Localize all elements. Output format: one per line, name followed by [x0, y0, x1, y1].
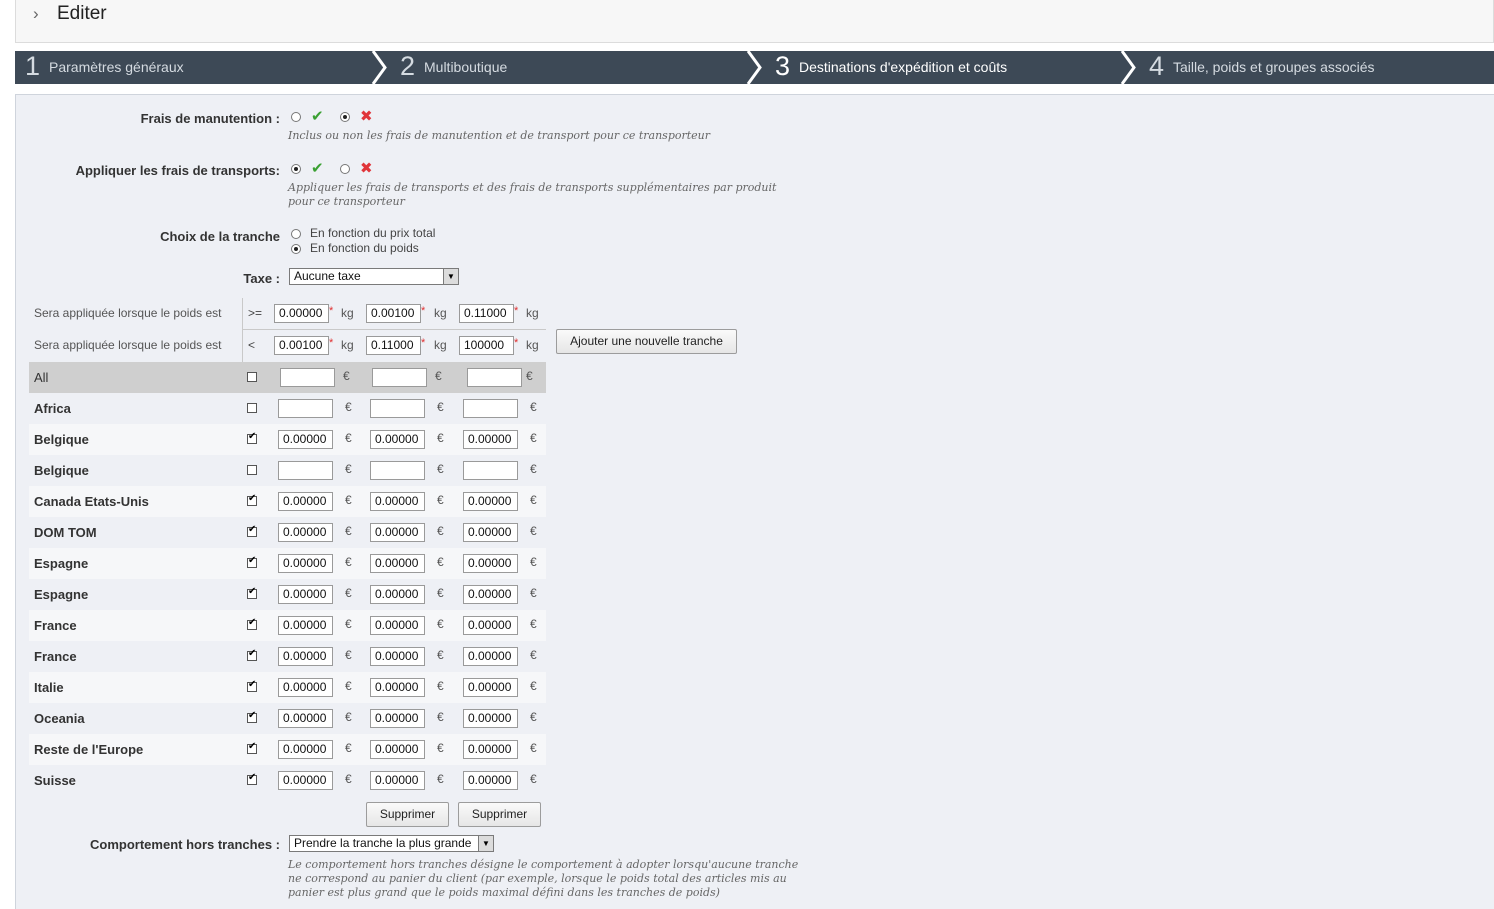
dropdown-arrow-icon[interactable]: ▼	[478, 836, 493, 851]
step-number: 2	[400, 51, 416, 81]
zone-price-input[interactable]: 0.00000	[370, 523, 425, 542]
currency-symbol: €	[437, 400, 444, 414]
zone-price-input[interactable]: 0.00000	[278, 678, 333, 697]
billing-price-radio[interactable]	[291, 229, 301, 239]
zone-name: Belgique	[34, 463, 89, 478]
zone-checkbox[interactable]	[247, 403, 257, 413]
zone-price-input[interactable]: 0.00000	[278, 554, 333, 573]
zone-price-input[interactable]	[278, 461, 333, 480]
step-label: Destinations d'expédition et coûts	[799, 59, 1008, 75]
zone-row	[29, 703, 546, 734]
currency-symbol: €	[345, 555, 352, 569]
step-label: Taille, poids et groupes associés	[1173, 59, 1375, 75]
chevron-right-icon[interactable]: ›	[33, 4, 39, 23]
currency-symbol: €	[437, 741, 444, 755]
currency-symbol: €	[343, 369, 350, 383]
zone-checkbox[interactable]	[247, 496, 257, 506]
tax-label: Taxe :	[243, 271, 280, 286]
zone-name: Belgique	[34, 432, 89, 447]
zone-price-input[interactable]	[372, 368, 427, 387]
zone-name: Suisse	[34, 773, 76, 788]
currency-symbol: €	[530, 710, 537, 724]
check-icon: ✔	[311, 108, 324, 125]
zone-price-input[interactable]: 0.00000	[463, 647, 518, 666]
currency-symbol: €	[437, 772, 444, 786]
zone-name: Reste de l'Europe	[34, 742, 144, 757]
required-icon: *	[514, 305, 519, 317]
step-3[interactable]	[765, 51, 1125, 84]
out-of-range-select-value: Prendre la tranche la plus grande	[294, 836, 472, 850]
currency-symbol: €	[530, 648, 537, 662]
currency-symbol: €	[530, 462, 537, 476]
currency-symbol: €	[345, 679, 352, 693]
handling-yes-radio[interactable]	[291, 112, 301, 122]
zone-price-input[interactable]: 0.00000	[370, 616, 425, 635]
zone-price-input[interactable]: 0.00000	[370, 771, 425, 790]
zone-price-input[interactable]: 0.00000	[278, 492, 333, 511]
step-label: Multiboutique	[424, 59, 508, 75]
currency-symbol: €	[345, 431, 352, 445]
zone-price-input[interactable]: 0.00000	[463, 523, 518, 542]
billing-price-option[interactable]: En fonction du prix total	[310, 226, 436, 240]
zone-checkbox[interactable]	[247, 465, 257, 475]
range-unit: kg	[434, 306, 447, 320]
zone-price-input[interactable]: 0.00000	[278, 523, 333, 542]
delete-range-button[interactable]: Supprimer	[458, 802, 541, 827]
range-from-row	[29, 298, 546, 329]
zone-price-input[interactable]: 0.00000	[278, 585, 333, 604]
wizard-steps	[15, 51, 1494, 84]
zone-name: Canada Etats-Unis	[34, 494, 149, 509]
zone-price-input[interactable]: 0.00000	[370, 554, 425, 573]
required-icon: *	[329, 305, 334, 317]
shipping-help-line: Appliquer les frais de transports et des frais de transports supplémentaires par produit	[288, 181, 777, 194]
zone-name: Oceania	[34, 711, 85, 726]
zone-price-input[interactable]: 0.00000	[463, 430, 518, 449]
zone-price-input[interactable]: 0.00000	[463, 585, 518, 604]
tax-select-value: Aucune taxe	[294, 269, 361, 283]
zone-row	[29, 734, 546, 765]
step-separator	[371, 51, 389, 84]
zone-checkbox[interactable]	[247, 589, 257, 599]
currency-symbol: €	[437, 586, 444, 600]
zone-price-input[interactable]	[280, 368, 335, 387]
currency-symbol: €	[530, 431, 537, 445]
zone-checkbox[interactable]	[247, 713, 257, 723]
page-title: Editer	[57, 3, 107, 24]
currency-symbol: €	[345, 462, 352, 476]
range-unit: kg	[434, 338, 447, 352]
range-from-input[interactable]: 0.11000	[459, 304, 514, 323]
currency-symbol: €	[345, 493, 352, 507]
currency-symbol: €	[345, 648, 352, 662]
step-4[interactable]	[1139, 51, 1494, 84]
currency-symbol: €	[530, 555, 537, 569]
currency-symbol: €	[437, 524, 444, 538]
step-separator	[746, 51, 764, 84]
required-icon: *	[329, 337, 334, 349]
zone-name: Africa	[34, 401, 71, 416]
zone-price-input[interactable]	[463, 399, 518, 418]
currency-symbol: €	[530, 679, 537, 693]
out-of-range-help-line: ne correspond au panier du client (par exemple, lorsque le poids total des articles mis au	[288, 872, 787, 885]
zone-row	[29, 641, 546, 672]
zone-row	[29, 672, 546, 703]
range-unit: kg	[526, 338, 539, 352]
currency-symbol: €	[526, 369, 533, 383]
currency-symbol: €	[345, 617, 352, 631]
check-icon: ✔	[311, 160, 324, 177]
zone-row	[29, 517, 546, 548]
currency-symbol: €	[437, 617, 444, 631]
currency-symbol: €	[437, 462, 444, 476]
zone-price-input[interactable]	[467, 368, 522, 387]
step-number: 4	[1149, 51, 1165, 81]
range-unit: kg	[341, 338, 354, 352]
zone-price-input[interactable]	[370, 461, 425, 480]
zone-price-input[interactable]: 0.00000	[463, 709, 518, 728]
zone-checkbox[interactable]	[247, 434, 257, 444]
zone-price-input[interactable]: 0.00000	[278, 740, 333, 759]
zone-checkbox[interactable]	[247, 775, 257, 785]
shipping-no-radio[interactable]	[340, 164, 350, 174]
currency-symbol: €	[437, 431, 444, 445]
page-header	[15, 0, 1494, 43]
zone-price-input[interactable]: 0.00000	[278, 709, 333, 728]
required-icon: *	[421, 337, 426, 349]
currency-symbol: €	[345, 400, 352, 414]
zone-price-input[interactable]: 0.00000	[463, 771, 518, 790]
currency-symbol: €	[530, 741, 537, 755]
range-to-row	[29, 330, 546, 361]
delete-range-button[interactable]: Supprimer	[366, 802, 449, 827]
zone-price-input[interactable]: 0.00000	[370, 430, 425, 449]
range-from-input[interactable]: 0.00000	[274, 304, 329, 323]
zone-row	[29, 486, 546, 517]
zone-price-input[interactable]	[370, 399, 425, 418]
zone-price-input[interactable]	[463, 461, 518, 480]
shipping-yes-radio[interactable]	[291, 164, 301, 174]
shipping-help	[288, 181, 776, 209]
currency-symbol: €	[437, 648, 444, 662]
zone-row	[29, 610, 546, 641]
zone-price-input[interactable]: 0.00000	[370, 740, 425, 759]
required-icon: *	[421, 305, 426, 317]
cross-icon: ✖	[360, 160, 373, 177]
handling-help: Inclus ou non les frais de manutention et de transport pour ce transporteur	[288, 129, 711, 142]
zone-name: Italie	[34, 680, 64, 695]
currency-symbol: €	[437, 555, 444, 569]
currency-symbol: €	[437, 493, 444, 507]
out-of-range-help-line: panier est plus grand que le poids maximal défini dans les tranches de poids)	[288, 886, 720, 899]
currency-symbol: €	[345, 772, 352, 786]
step-number: 3	[775, 51, 791, 81]
zone-price-input[interactable]	[278, 399, 333, 418]
currency-symbol: €	[530, 586, 537, 600]
handling-no-radio[interactable]	[340, 112, 350, 122]
zone-price-input[interactable]: 0.00000	[370, 492, 425, 511]
zone-price-input[interactable]: 0.00000	[463, 554, 518, 573]
zone-price-input[interactable]: 0.00000	[370, 647, 425, 666]
zone-checkbox[interactable]	[247, 620, 257, 630]
currency-symbol: €	[530, 617, 537, 631]
range-op-ge: >=	[248, 306, 263, 320]
zone-name: France	[34, 649, 77, 664]
step-number: 1	[25, 51, 41, 81]
zone-checkbox[interactable]	[247, 527, 257, 537]
currency-symbol: €	[435, 369, 442, 383]
zone-row-all	[29, 362, 546, 393]
zone-name: DOM TOM	[34, 525, 97, 540]
out-of-range-label: Comportement hors tranches :	[90, 837, 280, 852]
range-to-label: Sera appliquée lorsque le poids est	[34, 338, 222, 352]
zone-name: All	[34, 370, 49, 385]
zone-price-input[interactable]: 0.00000	[278, 647, 333, 666]
out-of-range-help	[288, 858, 798, 900]
currency-symbol: €	[437, 679, 444, 693]
zone-row	[29, 548, 546, 579]
zone-checkbox[interactable]	[247, 372, 257, 382]
out-of-range-select[interactable]	[289, 835, 494, 852]
zone-checkbox[interactable]	[247, 682, 257, 692]
zone-price-input[interactable]: 0.00000	[463, 492, 518, 511]
zone-price-input[interactable]: 0.00000	[370, 709, 425, 728]
currency-symbol: €	[530, 524, 537, 538]
currency-symbol: €	[345, 586, 352, 600]
zone-price-input[interactable]: 0.00000	[370, 678, 425, 697]
zone-checkbox[interactable]	[247, 744, 257, 754]
currency-symbol: €	[345, 524, 352, 538]
zone-price-input[interactable]: 0.00000	[278, 771, 333, 790]
zone-price-input[interactable]: 0.00000	[463, 740, 518, 759]
dropdown-arrow-icon[interactable]: ▼	[443, 269, 458, 284]
zone-price-input[interactable]: 0.00000	[463, 616, 518, 635]
zone-checkbox[interactable]	[247, 651, 257, 661]
currency-symbol: €	[530, 493, 537, 507]
range-to-input[interactable]: 100000	[459, 336, 514, 355]
range-from-input[interactable]: 0.00100	[366, 304, 421, 323]
zone-checkbox[interactable]	[247, 558, 257, 568]
currency-symbol: €	[530, 400, 537, 414]
zone-row	[29, 765, 546, 796]
zone-name: Espagne	[34, 556, 89, 571]
range-unit: kg	[341, 306, 354, 320]
zone-name: Espagne	[34, 587, 89, 602]
handling-label: Frais de manutention :	[140, 111, 280, 126]
zone-row	[29, 424, 546, 455]
cross-icon: ✖	[360, 108, 373, 125]
step-1[interactable]	[15, 51, 375, 84]
range-to-input[interactable]: 0.00100	[274, 336, 329, 355]
out-of-range-help-line: Le comportement hors tranches désigne le comportement à adopter lorsqu'aucune tranche	[288, 858, 799, 871]
shipping-help-line: pour ce transporteur	[288, 195, 405, 208]
currency-symbol: €	[530, 772, 537, 786]
shipping-label: Appliquer les frais de transports:	[75, 163, 280, 178]
required-icon: *	[514, 337, 519, 349]
zone-row	[29, 393, 546, 424]
zone-price-input[interactable]: 0.00000	[278, 616, 333, 635]
add-range-button[interactable]: Ajouter une nouvelle tranche	[556, 329, 737, 354]
billing-label: Choix de la tranche	[160, 229, 280, 244]
zone-row	[29, 455, 546, 486]
step-2[interactable]	[390, 51, 750, 84]
currency-symbol: €	[437, 710, 444, 724]
tax-select[interactable]	[289, 268, 459, 285]
zone-price-input[interactable]: 0.00000	[278, 430, 333, 449]
zone-name: France	[34, 618, 77, 633]
range-from-label: Sera appliquée lorsque le poids est	[34, 306, 222, 320]
currency-symbol: €	[345, 741, 352, 755]
range-unit: kg	[526, 306, 539, 320]
zone-row	[29, 579, 546, 610]
step-separator	[1120, 51, 1138, 84]
range-op-lt: <	[248, 338, 256, 352]
billing-weight-option[interactable]: En fonction du poids	[310, 241, 419, 255]
zone-price-input[interactable]: 0.00000	[370, 585, 425, 604]
currency-symbol: €	[345, 710, 352, 724]
billing-weight-radio[interactable]	[291, 244, 301, 254]
step-label: Paramètres généraux	[49, 59, 184, 75]
zone-price-input[interactable]: 0.00000	[463, 678, 518, 697]
range-to-input[interactable]: 0.11000	[366, 336, 421, 355]
